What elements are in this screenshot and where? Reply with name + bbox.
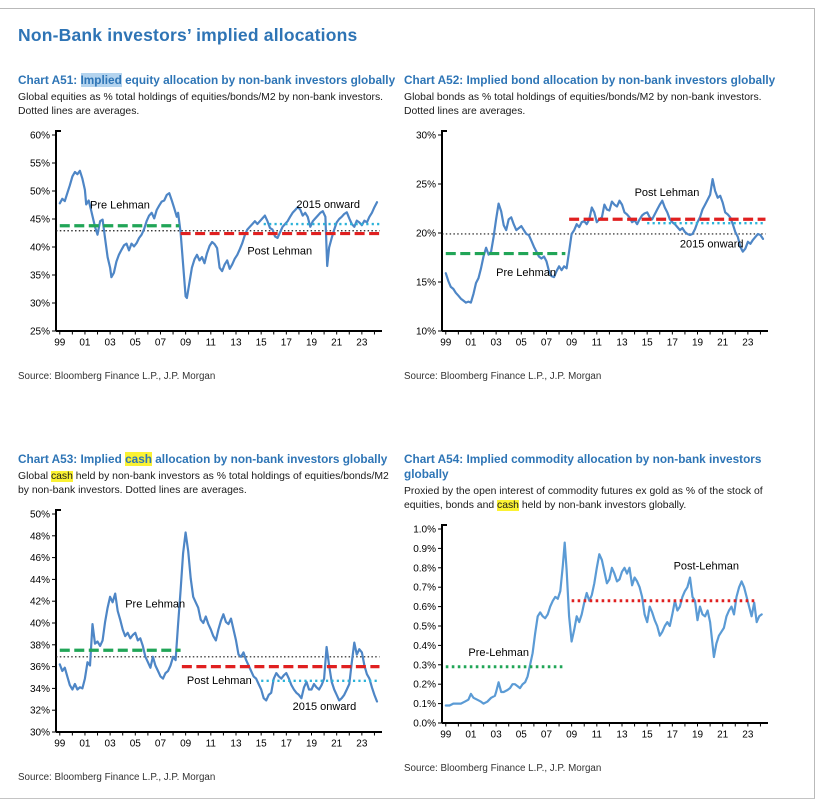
x-tick-label: 11 — [591, 729, 603, 741]
chart-block-a53 — [18, 452, 396, 783]
y-tick-label: 0.7% — [413, 582, 436, 594]
chart-grid — [18, 73, 794, 783]
x-tick-label: 03 — [104, 738, 116, 750]
y-tick-label: 48% — [29, 530, 50, 542]
x-tick-label: 03 — [490, 729, 502, 741]
annotation-post-lehman: Post Lehman — [247, 245, 313, 258]
x-tick-label: 99 — [54, 337, 66, 349]
y-tick-label: 35% — [29, 270, 50, 282]
chart-block-a54 — [404, 452, 786, 783]
y-tick-label: 0.8% — [413, 563, 436, 575]
y-tick-label: 15% — [415, 277, 436, 289]
chart-a52-subtitle — [404, 91, 776, 118]
x-tick-label: 15 — [255, 738, 267, 750]
x-tick-label: 01 — [465, 729, 477, 741]
x-tick-label: 05 — [515, 729, 527, 741]
chart-a52-line-chart — [404, 127, 778, 357]
annotation-pre-lehman: Pre-Lehman — [468, 646, 529, 659]
y-tick-label: 1.0% — [413, 524, 436, 536]
x-tick-label: 05 — [515, 337, 527, 349]
x-tick-label: 07 — [154, 738, 167, 750]
chart-a53-source: Source: Bloomberg Finance L.P., J.P. Morgan — [18, 771, 216, 783]
x-tick-label: 01 — [79, 738, 91, 750]
y-tick-label: 40% — [29, 618, 50, 630]
x-tick-label: 13 — [230, 337, 242, 349]
x-tick-label: 13 — [230, 738, 242, 750]
y-axis — [442, 525, 447, 723]
x-tick-label: 09 — [180, 337, 192, 349]
y-tick-label: 0.1% — [413, 699, 436, 711]
chart-a54-source: Source: Bloomberg Finance L.P., J.P. Morgan — [404, 762, 602, 774]
x-tick-label: 11 — [205, 337, 217, 349]
x-tick-label: 19 — [691, 729, 704, 741]
x-tick-label: 21 — [331, 738, 343, 750]
y-tick-label: 50% — [29, 509, 50, 521]
x-tick-label: 09 — [180, 738, 192, 750]
chart-block-a51 — [18, 73, 396, 382]
annotation-pre-lehman: Pre Lehman — [496, 266, 557, 279]
annotation-2015-onward: 2015 onward — [679, 238, 744, 251]
highlighted-text: Implied — [80, 73, 122, 87]
y-tick-label: 36% — [29, 661, 50, 673]
chart-block-a52 — [404, 73, 786, 382]
chart-a51-subtitle — [18, 91, 390, 118]
y-tick-label: 45% — [29, 214, 50, 226]
y-tick-label: 38% — [29, 639, 50, 651]
y-tick-label: 30% — [415, 130, 436, 142]
x-tick-label: 19 — [305, 337, 318, 349]
chart-a54-line-chart — [404, 521, 778, 749]
annotation-pre-lehman: Pre Lehman — [89, 199, 150, 212]
y-axis — [442, 131, 447, 331]
x-tick-label: 05 — [129, 337, 141, 349]
x-tick-label: 99 — [54, 738, 66, 750]
text-part: Global equities as % total holdings of equities/bonds/M2 by non-bank investors. Dotted lines are averages. — [18, 92, 384, 118]
highlighted-text: cash — [497, 500, 519, 512]
annotation-2015-onward: 2015 onward — [296, 198, 361, 211]
chart-a54-title — [404, 452, 786, 483]
text-part: Chart A51: — [18, 73, 81, 87]
x-tick-label: 01 — [465, 337, 477, 349]
text-part: equity allocation by non-bank investors globally — [121, 73, 396, 87]
report-page — [0, 8, 815, 799]
x-tick-label: 09 — [566, 337, 578, 349]
y-tick-label: 0.4% — [413, 640, 436, 652]
x-tick-label: 23 — [356, 337, 368, 349]
x-tick-label: 21 — [717, 337, 729, 349]
x-tick-label: 15 — [255, 337, 267, 349]
y-tick-label: 0.2% — [413, 679, 436, 691]
highlighted-text: cash — [50, 471, 73, 483]
y-tick-label: 0.5% — [413, 621, 436, 633]
y-tick-label: 34% — [29, 683, 50, 695]
chart-a53-subtitle — [18, 470, 390, 497]
y-tick-label: 10% — [415, 326, 436, 338]
x-tick-label: 11 — [591, 337, 603, 349]
x-tick-label: 21 — [717, 729, 729, 741]
chart-a51-line-chart — [18, 127, 392, 357]
x-tick-label: 21 — [331, 337, 343, 349]
text-part: allocation by non-bank investors globally — [151, 451, 388, 466]
chart-a53-line-chart — [18, 506, 392, 758]
x-tick-label: 99 — [440, 337, 452, 349]
chart-a54-subtitle — [404, 485, 776, 512]
annotation-post-lehman: Post-Lehman — [673, 560, 740, 573]
y-axis — [56, 510, 61, 732]
text-part: Chart A54: Implied commodity allocation by non-bank investors globally — [404, 451, 762, 482]
page-title: Non-Bank investors’ implied allocations — [18, 25, 358, 45]
x-tick-label: 17 — [666, 337, 678, 349]
y-tick-label: 0.9% — [413, 543, 436, 555]
y-tick-label: 25% — [415, 179, 436, 191]
y-tick-label: 30% — [29, 298, 50, 310]
x-tick-label: 11 — [205, 738, 217, 750]
y-tick-label: 20% — [415, 228, 436, 240]
annotation-pre-lehman: Pre Lehman — [125, 598, 186, 611]
text-part: Chart A52: Implied bond allocation by non-bank investors globally — [404, 73, 776, 87]
x-tick-label: 23 — [742, 729, 754, 741]
x-tick-label: 07 — [540, 337, 553, 349]
text-part: held by non-bank investors globally. — [518, 500, 687, 512]
x-tick-label: 17 — [280, 738, 292, 750]
chart-a53-title — [18, 452, 396, 467]
x-tick-label: 17 — [666, 729, 678, 741]
y-tick-label: 40% — [29, 242, 50, 254]
text-part: Proxied by the open interest of commodity futures ex gold as % of the stock of equities, bonds and — [404, 486, 763, 512]
y-tick-label: 46% — [29, 552, 50, 564]
x-tick-label: 23 — [742, 337, 754, 349]
x-tick-label: 07 — [540, 729, 553, 741]
x-tick-label: 13 — [616, 337, 628, 349]
x-tick-label: 09 — [566, 729, 578, 741]
x-tick-label: 17 — [280, 337, 292, 349]
annotation-2015-onward: 2015 onward — [292, 700, 357, 713]
text-part: Global bonds as % total holdings of equities/bonds/M2 by non-bank investors. Dotted lines are averages. — [404, 92, 762, 118]
chart-a52-title — [404, 73, 786, 88]
y-tick-label: 0.0% — [413, 718, 436, 730]
x-tick-label: 19 — [305, 738, 318, 750]
y-tick-label: 25% — [29, 326, 50, 338]
chart-a52-source: Source: Bloomberg Finance L.P., J.P. Morgan — [404, 370, 602, 382]
annotation-post-lehman: Post Lehman — [634, 186, 700, 199]
y-tick-label: 32% — [29, 705, 50, 717]
x-tick-label: 23 — [356, 738, 368, 750]
text-part: Chart A53: Implied — [18, 451, 126, 466]
text-part: held by non-bank investors as % total holdings of equities/bonds/M2 by non-bank investors. Dotted lines are averages. — [18, 471, 389, 496]
x-tick-label: 19 — [691, 337, 704, 349]
x-tick-label: 05 — [129, 738, 141, 750]
y-tick-label: 42% — [29, 596, 50, 608]
x-tick-label: 15 — [641, 729, 653, 741]
y-tick-label: 60% — [29, 130, 50, 142]
y-tick-label: 50% — [29, 186, 50, 198]
x-tick-label: 01 — [79, 337, 91, 349]
y-tick-label: 0.6% — [413, 602, 436, 614]
x-tick-label: 03 — [104, 337, 116, 349]
y-tick-label: 30% — [29, 727, 50, 739]
x-tick-label: 15 — [641, 337, 653, 349]
y-tick-label: 55% — [29, 158, 50, 170]
chart-a51-source: Source: Bloomberg Finance L.P., J.P. Morgan — [18, 370, 216, 382]
chart-a51-title — [18, 73, 396, 88]
x-tick-label: 07 — [154, 337, 167, 349]
x-tick-label: 13 — [616, 729, 628, 741]
text-part: Global — [18, 471, 51, 483]
y-tick-label: 0.3% — [413, 660, 436, 672]
x-tick-label: 99 — [440, 729, 452, 741]
x-tick-label: 03 — [490, 337, 502, 349]
annotation-post-lehman: Post Lehman — [186, 674, 252, 687]
y-tick-label: 44% — [29, 574, 50, 586]
highlighted-text: cash — [125, 451, 152, 466]
